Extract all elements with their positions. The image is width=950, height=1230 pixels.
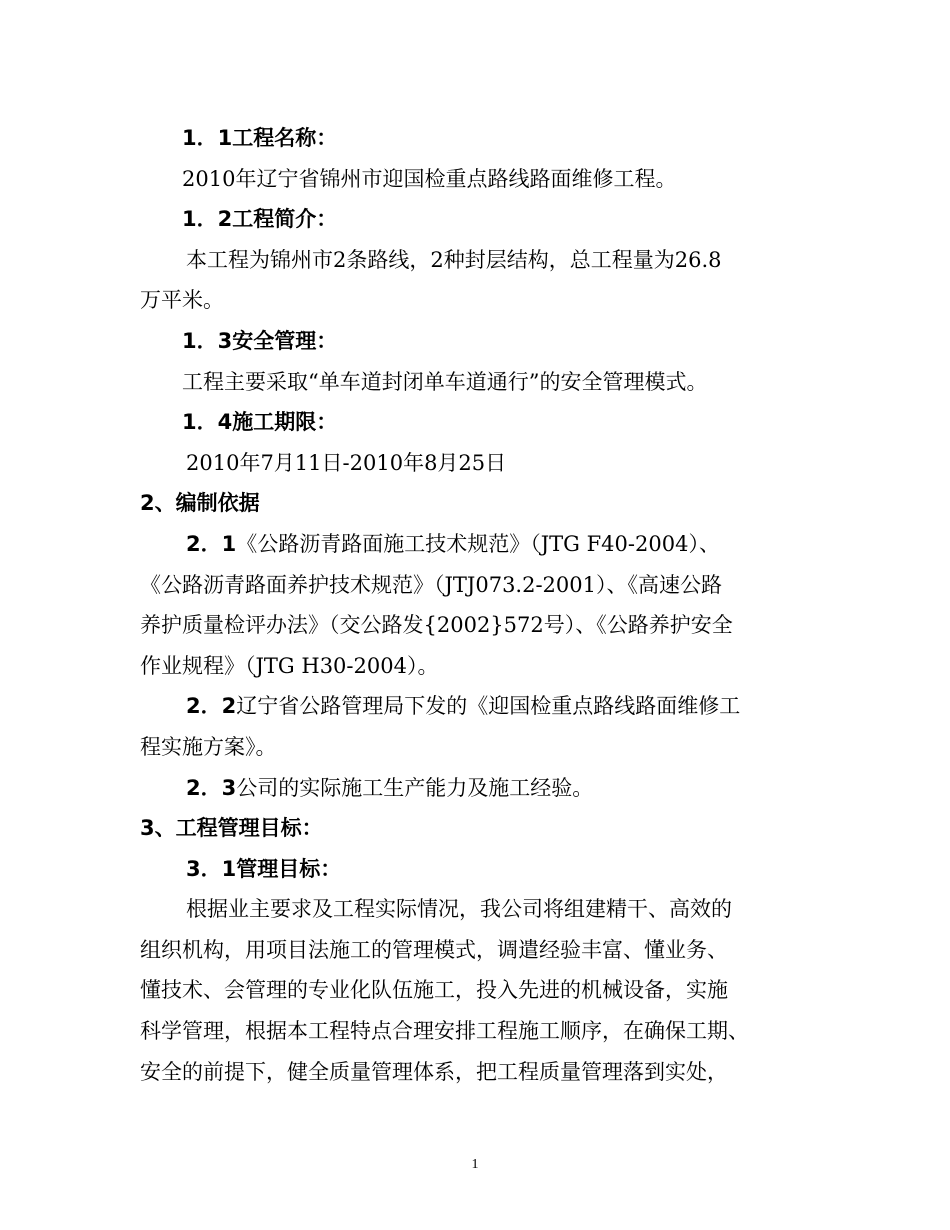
paragraph-3-1-line-3: 懂技术、会管理的专业化队伍施工，投入先进的机械设备，实施 [140, 978, 728, 1003]
paragraph-2-1-text: 《公路沥青路面施工技术规范》（JTG F40-2004）、 [236, 531, 720, 556]
heading-3-1: 3．1管理目标： [186, 856, 342, 881]
paragraph-3-1-line-4: 科学管理，根据本工程特点合理安排工程施工顺序，在确保工期、 [140, 1019, 749, 1044]
item-number-2-2: 2．2 [186, 694, 237, 719]
paragraph-2-1-line-2: 《公路沥青路面养护技术规范》（JTJ073.2-2001）、《高速公路 [140, 572, 722, 597]
paragraph-2-1-line-1 [0, 524, 950, 565]
item-number-2-1: 2．1 [186, 531, 237, 556]
paragraph-2-2-line-2: 程实施方案》。 [140, 734, 277, 759]
paragraph-1-4: 2010年7月11日-2010年8月25日 [186, 450, 507, 475]
paragraph-2-3-text: 公司的实际施工生产能力及施工经验。 [236, 775, 594, 800]
page-number: 1 [471, 1157, 479, 1172]
heading-2: 2、编制依据 [140, 491, 260, 516]
paragraph-2-1-line-3: 养护质量检评办法》（交公路发{2002}572号）、《公路养护安全 [140, 613, 733, 638]
paragraph-1-1: 2010年辽宁省锦州市迎国检重点路线路面维修工程。 [182, 166, 677, 191]
paragraph-2-3-line-1 [0, 768, 950, 809]
paragraph-2-2-line-1 [0, 686, 950, 727]
heading-1-4: 1．4施工期限： [182, 410, 338, 435]
paragraph-3-1-line-1: 根据业主要求及工程实际情况，我公司将组建精干、高效的 [186, 897, 732, 922]
paragraph-1-2-line-1: 本工程为锦州市2条路线，2种封层结构，总工程量为26.8 [186, 247, 722, 272]
document-body [0, 118, 950, 1092]
heading-1-3: 1．3安全管理： [182, 328, 338, 353]
item-number-2-3: 2．3 [186, 775, 237, 800]
paragraph-3-1-line-5: 安全的前提下，健全质量管理体系，把工程质量管理落到实处， [140, 1059, 728, 1084]
paragraph-2-1-line-4: 作业规程》（JTG H30-2004）。 [140, 653, 439, 678]
paragraph-1-3: 工程主要采取“单车道封闭单车道通行”的安全管理模式。 [182, 369, 708, 394]
heading-3: 3、工程管理目标： [140, 816, 323, 841]
heading-1-2: 1．2工程简介： [182, 207, 338, 232]
paragraph-1-2-line-2: 万平米。 [140, 288, 224, 313]
heading-1-1: 1．1工程名称： [182, 126, 338, 150]
paragraph-2-2-text: 辽宁省公路管理局下发的《迎国检重点路线路面维修工 [236, 694, 741, 719]
paragraph-3-1-line-2: 组织机构，用项目法施工的管理模式，调遣经验丰富、懂业务、 [140, 937, 728, 962]
